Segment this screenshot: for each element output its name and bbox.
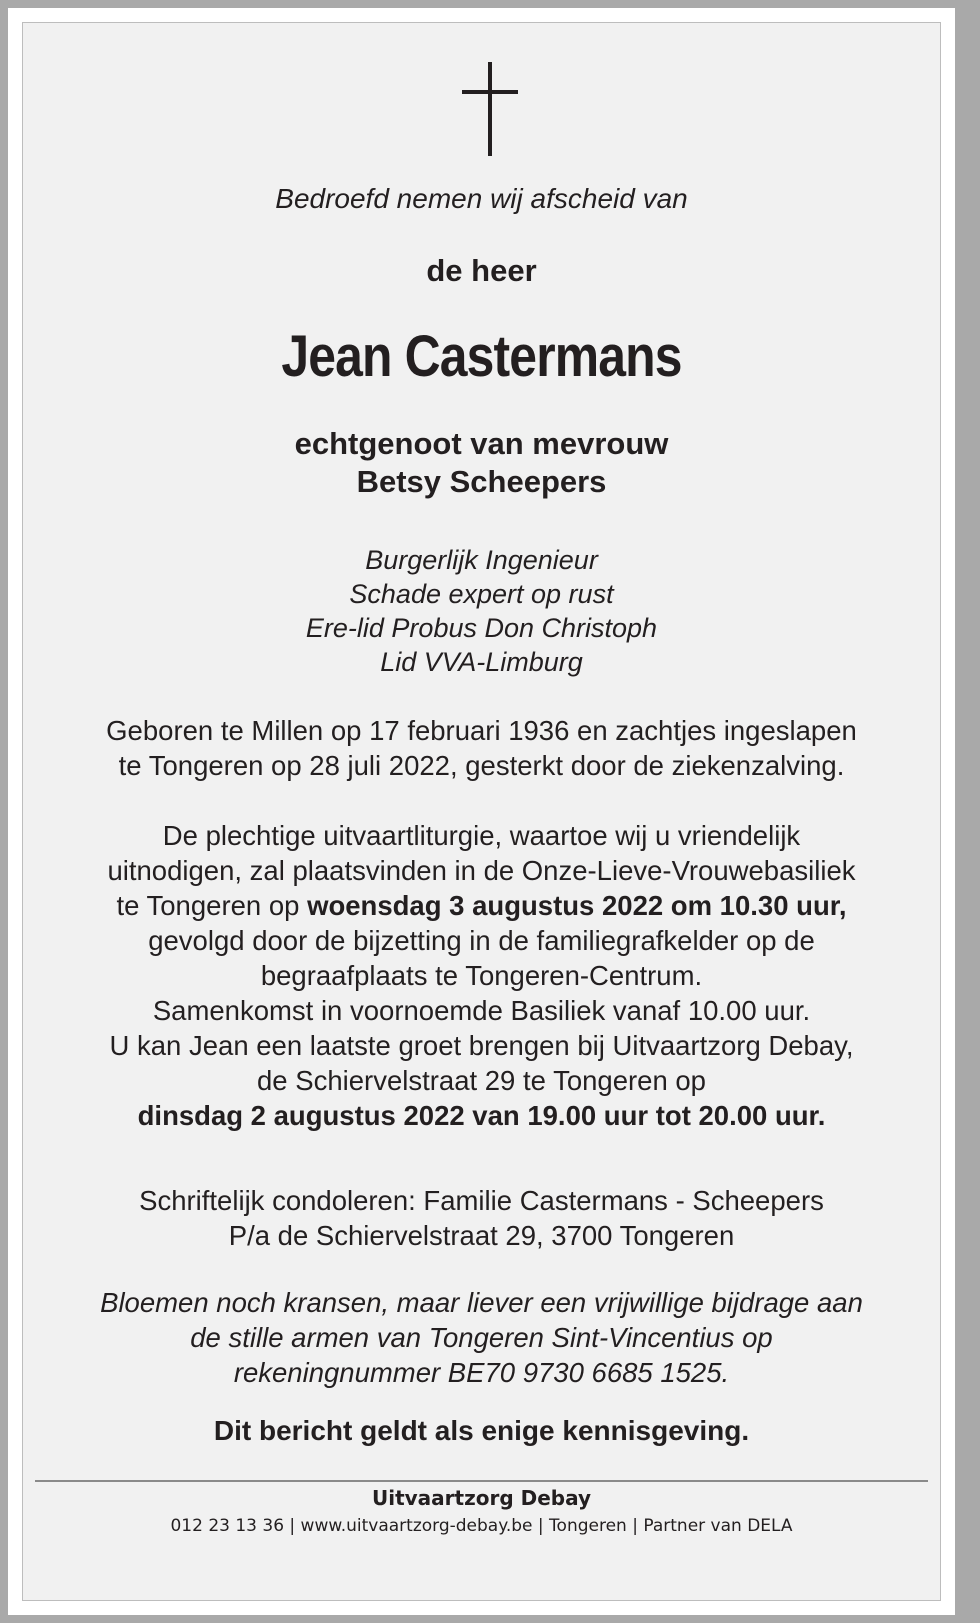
funeral-home-contact: 012 23 13 36 | www.uitvaartzorg-debay.be | Tongeren | Partner van DELA	[170, 1516, 793, 1536]
titles-block	[23, 543, 940, 679]
title-line: Lid VVA-Limburg	[380, 647, 583, 677]
footer-divider	[35, 1480, 928, 1482]
deceased-name: Jean Castermans	[281, 324, 682, 389]
title-line: Schade expert op rust	[349, 579, 614, 609]
title-line: Burgerlijk Ingenieur	[365, 545, 598, 575]
intro-text: Bedroefd nemen wij afscheid van	[275, 183, 688, 214]
death-notice-card	[8, 8, 955, 1615]
paragraph-line: P/a de Schiervelstraat 29, 3700 Tongeren	[228, 1220, 735, 1251]
cross-icon	[462, 62, 518, 156]
title-line: Ere-lid Probus Don Christoph	[305, 613, 658, 643]
paragraph-line: gevolgd door de bijzetting in de familiegrafkelder op de	[148, 925, 815, 956]
birth-death-paragraph	[23, 713, 940, 783]
spouse-line: echtgenoot van mevrouw	[294, 426, 669, 461]
paragraph-line: de stille armen van Tongeren Sint-Vincentius op	[190, 1322, 773, 1353]
spouse-block	[23, 425, 940, 501]
closing-notice: Dit bericht geldt als enige kennisgeving.	[213, 1415, 750, 1446]
ceremony-paragraph	[23, 818, 940, 1133]
ceremony-prefix: te Tongeren op	[116, 890, 308, 921]
paragraph-line: begraafplaats te Tongeren-Centrum.	[260, 960, 703, 991]
flowers-paragraph	[23, 1285, 940, 1390]
honorific: de heer	[426, 253, 537, 288]
paragraph-line: rekeningnummer BE70 9730 6685 1525.	[233, 1357, 730, 1388]
condolence-paragraph	[23, 1183, 940, 1253]
paragraph-line: te Tongeren op 28 juli 2022, gesterkt door de ziekenzalving.	[118, 750, 845, 781]
visitation-date: dinsdag 2 augustus 2022 van 19.00 uur tot 20.00 uur.	[137, 1100, 826, 1131]
funeral-home-name: Uitvaartzorg Debay	[371, 1486, 592, 1510]
paragraph-line: de Schiervelstraat 29 te Tongeren op	[257, 1065, 706, 1096]
paragraph-line: Samenkomst in voornoemde Basiliek vanaf 10.00 uur.	[152, 995, 811, 1026]
paragraph-line: U kan Jean een laatste groet brengen bij Uitvaartzorg Debay,	[109, 1030, 854, 1061]
ceremony-date: woensdag 3 augustus 2022 om 10.30 uur,	[307, 890, 847, 921]
paragraph-line: De plechtige uitvaartliturgie, waartoe wij u vriendelijk	[162, 820, 801, 851]
notice-panel	[22, 22, 941, 1601]
paragraph-line: Bloemen noch kransen, maar liever een vrijwillige bijdrage aan	[100, 1287, 863, 1318]
paragraph-line: Schriftelijk condoleren: Familie Castermans - Scheepers	[139, 1185, 824, 1216]
spouse-name: Betsy Scheepers	[356, 464, 607, 499]
paragraph-line	[23, 888, 940, 923]
paragraph-line: Geboren te Millen op 17 februari 1936 en zachtjes ingeslapen	[106, 715, 857, 746]
paragraph-line: uitnodigen, zal plaatsvinden in de Onze-Lieve-Vrouwebasiliek	[107, 855, 856, 886]
